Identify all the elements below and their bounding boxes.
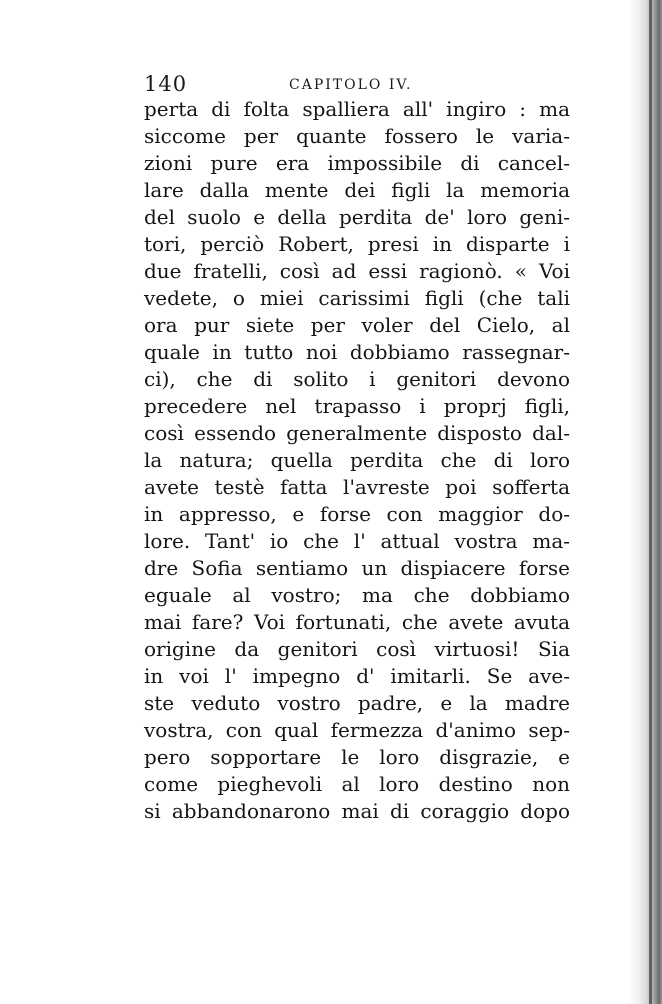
text-line: eguale al vostro; ma che dobbiamo [144,583,570,607]
text-line: mai fare? Voi fortunati, che avete avuta [144,610,570,634]
text-line: origine da genitori così virtuosi! Sia [144,637,570,661]
text-line: ci), che di solito i genitori devono [144,367,570,391]
text-line: come pieghevoli al loro destino non [144,772,570,796]
text-line: perta di folta spalliera all' ingiro : ma [144,97,570,121]
page-edge-line [649,0,652,1004]
text-line: avete testè fatta l'avreste poi sofferta [144,475,570,499]
text-line: siccome per quante fossero le varia- [144,124,570,148]
text-line: tori, perciò Robert, presi in disparte i [144,232,570,256]
text-line: si abbandonarono mai di coraggio dopo [144,799,570,823]
chapter-title: CAPITOLO IV. [289,77,413,93]
text-line: così essendo generalmente disposto dal- [144,421,570,445]
text-line: ste veduto vostro padre, e la madre [144,691,570,715]
text-line: lore. Tant' io che l' attual vostra ma- [144,529,570,553]
page-number: 140 [144,72,188,96]
text-line: del suolo e della perdita de' loro geni- [144,205,570,229]
text-line: precedere nel trapasso i proprj figli, [144,394,570,418]
body-text [144,96,570,825]
text-line: la natura; quella perdita che di loro [144,448,570,472]
text-line: vedete, o miei carissimi figli (che tali [144,286,570,310]
text-line: vostra, con qual fermezza d'animo sep- [144,718,570,742]
text-line: ora pur siete per voler del Cielo, al [144,313,570,337]
text-line: pero sopportare le loro disgrazie, e [144,745,570,769]
text-line: zioni pure era impossibile di cancel- [144,151,570,175]
text-line: in appresso, e forse con maggior do- [144,502,570,526]
text-line: due fratelli, così ad essi ragionò. « Voi [144,259,570,283]
text-line: lare dalla mente dei figli la memoria [144,178,570,202]
text-line: quale in tutto noi dobbiamo rassegnar- [144,340,570,364]
text-line: dre Sofia sentiamo un dispiacere forse [144,556,570,580]
page-edge-shadow [628,0,662,1004]
text-line: in voi l' impegno d' imitarli. Se ave- [144,664,570,688]
running-header [144,72,574,96]
